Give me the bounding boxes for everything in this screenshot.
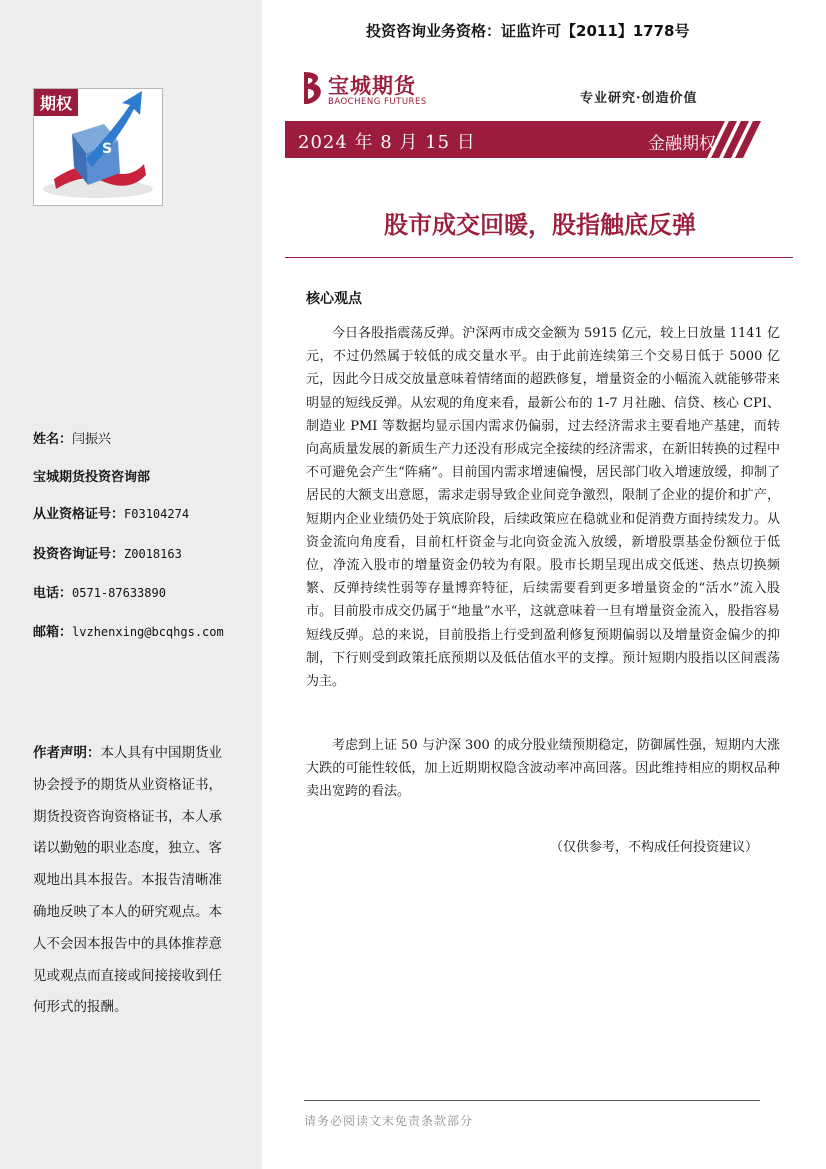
advisory-label: 投资咨询证号： [33, 547, 125, 562]
cert-label: 从业资格证号： [33, 507, 125, 522]
advisory-value: Z0018163 [124, 547, 182, 561]
footer-divider [304, 1100, 760, 1101]
report-date: 2024 年 8 月 15 日 [298, 132, 476, 153]
paragraph-1-text: 今日各股指震荡反弹。沪深两市成交金额为 5915 亿元，较上日放量 1141 亿元，不过仍然属于较低的成交量水平。由于此前连续第三个交易日低于 5000 亿元，因此今日成交放量意味着情绪面的超跌修复，增量资金的小幅流入就能够带来明显的短线反弹。从宏观的角度来看，最新公布的 1-7 月社融、信贷、核心 CPI、制造业 PMI 等数据均显示国内需求仍偏弱，过去经济需求主要看地产基建，而转向高质量发展的新质生产力还没有形成完全接续的经济需求，在新旧转换的过程中不可避免会产生“阵痛”。目前国内需求增速偏慢，居民部门收入增速放缓，抑制了居民的大额支出意愿，需求走弱导致企业间竞争激烈，限制了企业的提价和扩产，短期内企业业绩仍处于筑底阶段，后续政策应在稳就业和促消费方面持续发力。从资金流向角度看，目前杠杆资金与北向资金流入放缓，新增股票基金份额位于低位，净流入股市的增量资金仍较为有限。股市长期呈现出成交低迷、热点切换频繁、反弹持续性弱等存量博弈特征，后续需要看到更多增量资金的“活水”流入股市。目前股市成交仍属于“地量”水平，这就意味着一旦有增量资金流入，股指容易短线反弹。总的来说，目前股指上行受到盈利修复预期偏弱以及增量资金偏少的抑制，下行则受到政策托底预期以及低估值水平的支撑。预计短期内股指以区间震荡为主。 [306, 326, 780, 690]
name-label: 姓名： [33, 432, 73, 447]
brand-name-cn: 宝城期货 [328, 73, 416, 98]
email-label: 邮箱： [33, 625, 73, 640]
phone-value: 0571-87633890 [72, 586, 166, 600]
report-title: 股市成交回暖，股指触底反弹 [384, 211, 696, 239]
slogan: 专业研究·创造价值 [580, 91, 698, 106]
analyst-name [33, 428, 253, 447]
name-value: 闫振兴 [72, 432, 112, 447]
title-divider [285, 257, 793, 258]
logo-tag: 期权 [34, 89, 78, 116]
email-value: lvzhenxing@bcqhgs.com [72, 625, 224, 639]
disclaimer: （仅供参考，不构成任何投资建议） [550, 840, 759, 855]
cert-value: F03104274 [124, 507, 190, 521]
paragraph-1 [306, 322, 780, 693]
declaration-text: 本人具有中国期货业协会授予的期货从业资格证书，期货投资咨询资格证书，本人承诺以勤勉的职业态度，独立、客观地出具本报告。本报告清晰准确地反映了本人的研究观点。本人不会因本报告中的具体推荐意见或观点而直接或间接接收到任何形式的报酬。 [33, 745, 222, 1016]
phone-label: 电话： [33, 586, 73, 601]
department [33, 466, 253, 485]
section-heading: 核心观点 [306, 291, 362, 307]
author-declaration [33, 738, 229, 1024]
report-category: 金融期权 [648, 134, 716, 154]
footer-note: 请务必阅读文末免责条款部分 [304, 1114, 474, 1128]
advisory-number [33, 543, 253, 562]
paragraph-2-text: 考虑到上证 50 与沪深 300 的成分股业绩预期稳定，防御属性强，短期内大涨大跌的可能性较低，加上近期期权隐含波动率冲高回落。因此维持相应的期权品种卖出宽跨的看法。 [306, 738, 780, 800]
company-emblem-icon [298, 70, 326, 108]
company-logo [298, 70, 438, 110]
brand-name-en: BAOCHENG FUTURES [328, 97, 427, 107]
sidebar [0, 0, 262, 1169]
department-value: 宝城期货投资咨询部 [33, 470, 151, 485]
paragraph-2 [306, 734, 780, 804]
declaration-label: 作者声明： [33, 745, 101, 761]
svg-text:S: S [102, 141, 113, 157]
options-logo-image [33, 88, 163, 206]
email [33, 621, 253, 640]
license-line: 投资咨询业务资格：证监许可【2011】1778号 [366, 22, 690, 40]
cert-number [33, 503, 253, 522]
phone [33, 582, 253, 601]
